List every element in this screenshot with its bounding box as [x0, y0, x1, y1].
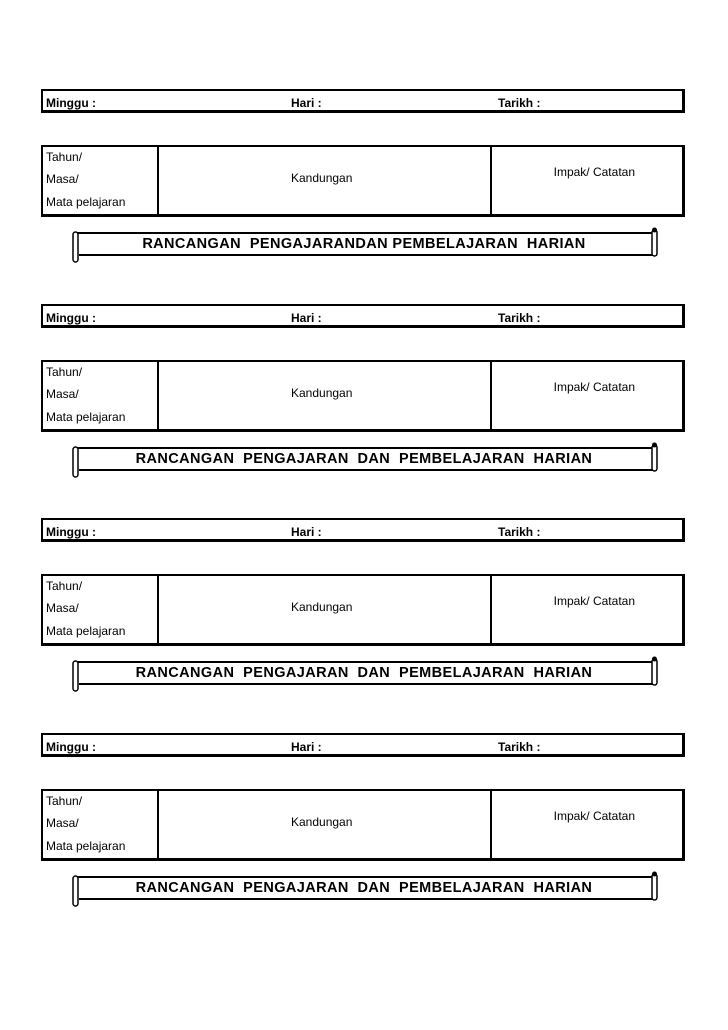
daily-plan-block-1: [0, 89, 728, 304]
mata-pelajaran-label: Mata pelajaran: [46, 195, 126, 209]
scroll-banner: [68, 227, 660, 263]
lesson-grid: [41, 360, 685, 432]
tarikh-label: Tarikh :: [498, 525, 541, 539]
kandungan-heading: Kandungan: [291, 171, 353, 185]
masa-label: Masa/: [46, 387, 79, 401]
subject-column: [43, 576, 159, 643]
notes-column: [490, 362, 682, 429]
notes-column: [490, 791, 682, 858]
kandungan-heading: Kandungan: [291, 386, 353, 400]
tahun-label: Tahun/: [46, 150, 83, 164]
date-info-bar: [41, 518, 685, 542]
tarikh-label: Tarikh :: [498, 740, 541, 754]
scroll-banner: [68, 656, 660, 692]
lesson-grid: [41, 789, 685, 861]
mata-pelajaran-label: Mata pelajaran: [46, 410, 126, 424]
masa-label: Masa/: [46, 601, 79, 615]
minggu-label: Minggu :: [46, 740, 96, 754]
tarikh-label: Tarikh :: [498, 311, 541, 325]
daily-plan-block-4: [0, 733, 728, 948]
hari-label: Hari :: [291, 311, 322, 325]
masa-label: Masa/: [46, 172, 79, 186]
date-info-bar: [41, 733, 685, 757]
impak-catatan-heading: Impak/ Catatan: [553, 380, 635, 394]
impak-catatan-heading: Impak/ Catatan: [553, 165, 635, 179]
mata-pelajaran-label: Mata pelajaran: [46, 624, 126, 638]
impak-catatan-heading: Impak/ Catatan: [553, 809, 635, 823]
daily-plan-block-3: [0, 518, 728, 733]
hari-label: Hari :: [291, 740, 322, 754]
minggu-label: Minggu :: [46, 96, 96, 110]
subject-column: [43, 791, 159, 858]
lesson-grid: [41, 145, 685, 217]
tahun-label: Tahun/: [46, 365, 83, 379]
date-info-bar: [41, 89, 685, 113]
notes-column: [490, 576, 682, 643]
date-info-bar: [41, 304, 685, 328]
masa-label: Masa/: [46, 816, 79, 830]
banner-title: RANCANGAN PENGAJARAN DAN PEMBELAJARAN HARIAN: [135, 451, 593, 467]
tarikh-label: Tarikh :: [498, 96, 541, 110]
kandungan-heading: Kandungan: [291, 600, 353, 614]
notes-column: [490, 147, 682, 214]
hari-label: Hari :: [291, 525, 322, 539]
minggu-label: Minggu :: [46, 525, 96, 539]
tahun-label: Tahun/: [46, 579, 83, 593]
banner-title: RANCANGAN PENGAJARAN DAN PEMBELAJARAN HARIAN: [135, 665, 593, 681]
scroll-banner: [68, 871, 660, 907]
mata-pelajaran-label: Mata pelajaran: [46, 839, 126, 853]
impak-catatan-heading: Impak/ Catatan: [553, 594, 635, 608]
kandungan-heading: Kandungan: [291, 815, 353, 829]
hari-label: Hari :: [291, 96, 322, 110]
subject-column: [43, 147, 159, 214]
banner-title: RANCANGAN PENGAJARAN DAN PEMBELAJARAN HARIAN: [135, 880, 593, 896]
lesson-grid: [41, 574, 685, 646]
scroll-banner: [68, 442, 660, 478]
minggu-label: Minggu :: [46, 311, 96, 325]
daily-plan-block-2: [0, 304, 728, 519]
tahun-label: Tahun/: [46, 794, 83, 808]
banner-title: RANCANGAN PENGAJARANDAN PEMBELAJARAN HARIAN: [142, 236, 586, 252]
subject-column: [43, 362, 159, 429]
